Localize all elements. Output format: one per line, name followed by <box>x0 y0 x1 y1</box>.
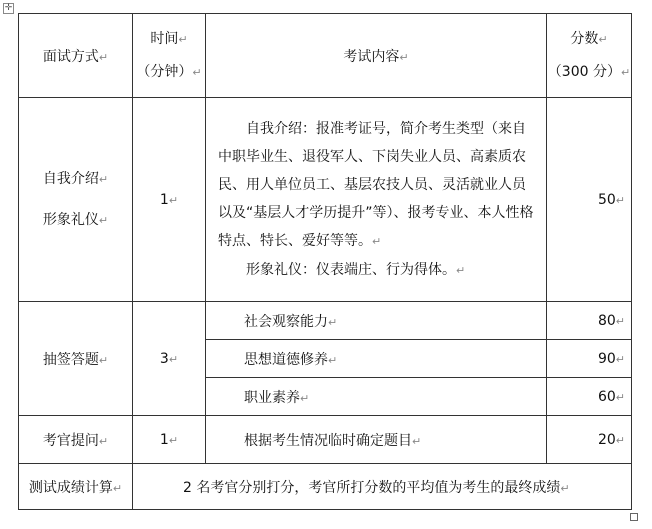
content-cell[interactable]: 思想道德修养↵ <box>206 340 547 378</box>
time-cell[interactable]: 3↵ <box>133 302 206 416</box>
header-score-cell[interactable]: 分数↵ （300 分）↵ <box>547 14 632 98</box>
header-method: 面试方式 <box>42 48 99 65</box>
score-cell[interactable]: 90↵ <box>547 340 632 378</box>
header-content: 考试内容 <box>343 48 400 65</box>
header-score-line1: 分数 <box>570 30 599 47</box>
content-item: 根据考生情况临时确定题目 <box>244 432 412 449</box>
method-cell[interactable]: 自我介绍↵ 形象礼仪↵ <box>19 98 133 302</box>
content-item: 职业素养 <box>244 389 300 406</box>
table-move-handle-icon[interactable]: ✛ <box>4 3 13 13</box>
time-cell[interactable]: 1↵ <box>133 98 206 302</box>
score-value: 60 <box>597 388 616 405</box>
method-cell[interactable]: 测试成绩计算↵ <box>19 464 133 510</box>
score-value: 20 <box>597 431 616 448</box>
time-value: 1 <box>159 191 169 208</box>
time-value: 1 <box>159 431 169 448</box>
method-cell[interactable]: 考官提问↵ <box>19 416 133 464</box>
content-paragraph: 自我介绍：报准考证号，简介考生类型（来自中职毕业生、退役军人、下岗失业人员、高素质农民、用人单位员工、基层农技人员、灵活就业人员以及“基层人才学历提升”等）、报考专业、本人性格特点、特长、爱好等等。 <box>218 120 534 249</box>
content-cell[interactable]: 社会观察能力↵ <box>206 302 547 340</box>
time-value: 3 <box>159 350 169 367</box>
score-cell[interactable]: 50↵ <box>547 98 632 302</box>
content-cell[interactable]: 职业素养↵ <box>206 378 547 416</box>
content-cell[interactable]: 2 名考官分别打分，考官所打分数的平均值为考生的最终成绩↵ <box>133 464 632 510</box>
method-label: 考官提问 <box>42 432 99 449</box>
header-time-cell[interactable]: 时间↵ （分钟）↵ <box>133 14 206 98</box>
exam-score-table <box>18 13 632 510</box>
table-row <box>19 464 632 510</box>
score-cell[interactable]: 80↵ <box>547 302 632 340</box>
content-cell[interactable]: 根据考生情况临时确定题目↵ <box>206 416 547 464</box>
score-value: 80 <box>597 312 616 329</box>
table-row <box>19 302 632 340</box>
content-item: 社会观察能力 <box>244 313 328 330</box>
method-label: 测试成绩计算 <box>28 479 113 496</box>
method-line2: 形象礼仪 <box>42 211 99 228</box>
score-value: 50 <box>597 191 616 208</box>
method-label: 抽签答题 <box>42 351 99 368</box>
table-row <box>19 416 632 464</box>
content-cell[interactable]: 自我介绍：报准考证号，简介考生类型（来自中职毕业生、退役军人、下岗失业人员、高素质农民、用人单位员工、基层农技人员、灵活就业人员以及“基层人才学历提升”等）、报考专业、本人性格特点、特长、爱好等等。↵ 形象礼仪：仪表端庄、行为得体。↵ <box>206 98 547 302</box>
header-score-line2: （300 分） <box>547 63 621 80</box>
header-time-line2: （分钟） <box>136 63 193 80</box>
header-method-cell[interactable]: 面试方式↵ <box>19 14 133 98</box>
score-value: 90 <box>597 350 616 367</box>
method-cell[interactable]: 抽签答题↵ <box>19 302 133 416</box>
table-row <box>19 98 632 302</box>
table-header-row <box>19 14 632 98</box>
header-time-line1: 时间 <box>150 30 179 47</box>
header-content-cell[interactable]: 考试内容↵ <box>206 14 547 98</box>
content-item: 2 名考官分别打分，考官所打分数的平均值为考生的最终成绩 <box>183 479 561 496</box>
time-cell[interactable]: 1↵ <box>133 416 206 464</box>
method-line1: 自我介绍 <box>42 170 99 187</box>
content-paragraph: 形象礼仪：仪表端庄、行为得体。 <box>246 261 456 278</box>
content-item: 思想道德修养 <box>244 351 328 368</box>
score-cell[interactable]: 60↵ <box>547 378 632 416</box>
score-cell[interactable]: 20↵ <box>547 416 632 464</box>
table-resize-handle-icon[interactable] <box>630 513 638 521</box>
